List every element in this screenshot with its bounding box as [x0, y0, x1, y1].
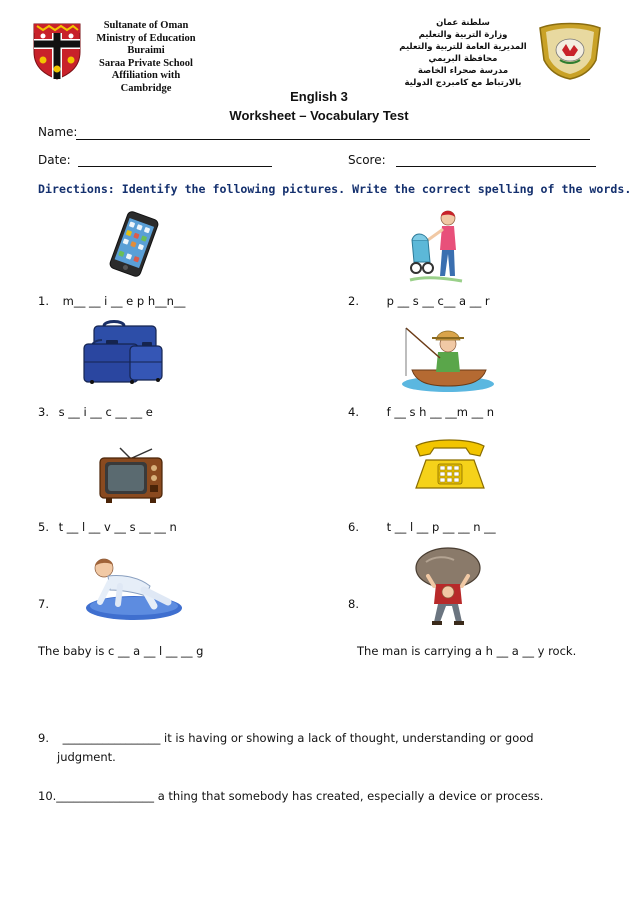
definition-10-text: a thing that somebody has created, especially a device or process. [154, 789, 544, 803]
item-5 [38, 520, 177, 534]
score-line[interactable] [396, 166, 596, 167]
item-6-pattern[interactable]: t __ l __ p __ __ n __ [386, 520, 496, 534]
definition-9 [38, 731, 534, 745]
name-line[interactable] [76, 139, 590, 140]
item-8-number: 8. [348, 597, 359, 611]
item-4 [348, 405, 494, 419]
definition-10 [38, 789, 543, 803]
score-label: Score: [348, 153, 386, 167]
header-ar-line-4: محافظة البريمي [428, 54, 498, 64]
item-6-number: 6. [348, 520, 359, 534]
item-8 [348, 597, 359, 611]
header-ar-line-6: بالارتباط مع كامبردج الدولية [404, 78, 522, 88]
date-label: Date: [38, 153, 71, 167]
item-7 [38, 597, 49, 611]
item-1-number: 1. [38, 294, 49, 308]
item-2-pattern[interactable]: p __ s __ c__ a __ r [386, 294, 490, 308]
item-1-pattern[interactable]: m__ __ i __ e p h__n__ [62, 294, 186, 308]
television-picture [96, 446, 166, 504]
header-line-buraimi: Buraimi [127, 45, 165, 56]
school-header-arabic [396, 17, 530, 89]
item-3-pattern[interactable]: s __ i __ c __ __ e [58, 405, 153, 419]
definition-9-continuation: judgment. [57, 750, 116, 764]
definition-9-blank[interactable]: _________________ [62, 731, 161, 745]
item-1 [38, 294, 185, 308]
baby-sentence[interactable]: The baby is c __ a __ l __ __ g [38, 644, 204, 658]
passenger-picture [404, 206, 466, 286]
header-line-oman: Sultanate of Oman [103, 20, 189, 31]
definition-10-number: 10. [38, 789, 57, 803]
man-sentence[interactable]: The man is carrying a h __ a __ y rock. [357, 644, 577, 658]
telephone-picture [410, 436, 490, 494]
school-badge-icon [536, 20, 604, 80]
definition-9-number: 9. [38, 731, 49, 745]
item-4-pattern[interactable]: f __ s h __ __m __ n [386, 405, 495, 419]
name-label: Name: [38, 125, 78, 139]
header-ar-line-1: سلطنة عمان [436, 18, 490, 28]
date-line[interactable] [78, 166, 272, 167]
directions-text: Directions: Identify the following pictures. Write the correct spelling of the words. [38, 182, 632, 196]
definition-9-text: it is having or showing a lack of thought, understanding or good [160, 731, 534, 745]
item-6 [348, 520, 496, 534]
item-3-number: 3. [38, 405, 49, 419]
header-line-affiliation: Affiliation with Cambridge [111, 70, 181, 94]
definition-10-blank[interactable]: _________________ [56, 789, 155, 803]
header-ar-line-3: المديرية العامة للتربية والتعليم [399, 42, 527, 52]
item-7-number: 7. [38, 597, 49, 611]
item-5-pattern[interactable]: t __ l __ v __ s __ __ n [58, 520, 177, 534]
header-ar-line-5: مدرسة صحراء الخاصة [417, 66, 509, 76]
item-4-number: 4. [348, 405, 359, 419]
item-2 [348, 294, 490, 308]
item-5-number: 5. [38, 520, 49, 534]
school-header-english [86, 20, 206, 95]
page-subtitle: Worksheet – Vocabulary Test [229, 108, 409, 123]
header-line-school: Saraa Private School [99, 57, 193, 69]
man-carrying-rock-picture [410, 546, 486, 628]
page-title: English 3 [290, 89, 348, 104]
item-3 [38, 405, 153, 419]
cambridge-crest-icon [32, 22, 82, 80]
fisherman-picture [398, 320, 498, 394]
suitcase-picture [80, 318, 166, 386]
header-ar-line-2: وزارة التربية والتعليم [418, 30, 508, 40]
header-line-ministry: Ministry of Education [96, 32, 196, 44]
mobile-phone-picture [102, 210, 166, 278]
item-2-number: 2. [348, 294, 359, 308]
crawling-baby-picture [74, 552, 184, 622]
